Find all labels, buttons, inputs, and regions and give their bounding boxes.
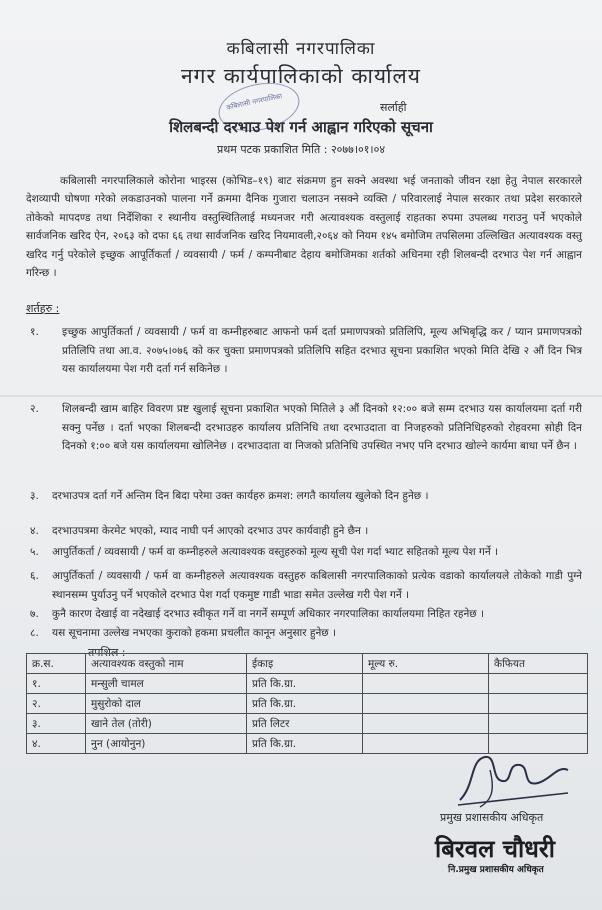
handwritten-signature bbox=[450, 745, 580, 815]
table-row bbox=[27, 674, 588, 694]
signatory-title: प्रमुख प्रशासकीय अधिकृत bbox=[440, 811, 544, 824]
term-number: ८. bbox=[30, 627, 39, 639]
term-item: शिलबन्दी खाम बाहिर विवरण प्रष्ट खुलाई सूचना प्रकाशित भएको मितिले ३ औं दिनको १२:०० बजे सम्म दरभाउ यस कार्यालयमा दर्ता गरी सक्नु पर्नेछ । दर्ता भएका शिलबन्दी दरभाउहरु कार्यालय प्रतिनिधि तथा दरभाउदाता वा निजहरुको प्रतिनिधिहरुको रोहवरमा सोही दिन दिनको १:०० बजे यस कार्यालयमा खोलिनेछ । दरभाउदाता वा निजको प्रतिनिधि उपस्थित नभए पनि दरभाउ खोल्ने कार्यमा बाधा पर्ने छैन । bbox=[62, 403, 582, 452]
serial-cell: २. bbox=[27, 694, 86, 714]
term-number: ६. bbox=[30, 570, 39, 582]
unit-cell: प्रति लिटर bbox=[247, 714, 363, 734]
terms-heading: शर्तहरु : bbox=[26, 302, 60, 315]
table-row bbox=[27, 714, 588, 734]
price-cell bbox=[363, 674, 489, 694]
term-item: आपुर्तिकर्ता / व्यवसायी / फर्म वा कम्नीहरुले अत्यावश्यक वस्तुहरु कबिलासी नगरपालिकाको प्रत्येक वडाको कार्यालयले तोकेको गाडी पुग्ने स्थानसम्म पुर्याउनु पर्ने भएकोले दरभाउ पेश गर्दा एकमुष्ट गाडी भाडा समेत उल्लेख गरी पेश गर्ने । bbox=[52, 570, 582, 601]
column-header: अत्यावश्यक वस्तुको नाम bbox=[86, 654, 247, 674]
table-label: तपशिल : bbox=[88, 646, 126, 659]
term-number: १. bbox=[30, 326, 39, 338]
serial-cell: ३. bbox=[27, 714, 86, 734]
term-item: दरभाउपत्रमा केरमेट भएको, म्याद नाघी पर्न आएको दरभाउ उपर कार्यवाही हुने छैन । bbox=[52, 525, 369, 537]
table-row bbox=[27, 694, 588, 714]
remarks-cell bbox=[489, 694, 588, 714]
term-item: यस सूचनामा उल्लेख नभएका कुराको हकमा प्रचलीत कानून अनुसार हुनेछ । bbox=[52, 627, 336, 639]
seal-text: कबिलासी नगरपालिका bbox=[225, 92, 283, 112]
term-number: ५. bbox=[30, 546, 39, 558]
column-header: ईकाइ bbox=[247, 654, 363, 674]
column-header: मूल्य रु. bbox=[363, 654, 489, 674]
municipality-name: कबिलासी नगरपालिका bbox=[226, 39, 376, 59]
remarks-cell bbox=[489, 714, 588, 734]
table-header-row bbox=[27, 654, 588, 674]
item-name-cell: नुन (आयोनुन) bbox=[86, 734, 247, 754]
term-item: कुनै कारण देखाई वा नदेखाई दरभाउ स्वीकृत गर्ने वा नगर्ने सम्पूर्ण अधिकार नगरपालिका कार्यालयमा निहित रहनेछ । bbox=[52, 608, 484, 620]
office-name: नगर कार्यपालिकाको कार्यालय bbox=[181, 64, 421, 88]
intro-paragraph: कबिलासी नगरपालिकाले कोरोना भाइरस (कोभिड–१९) बाट संक्रमण हुन सक्ने अवस्था भई जनताको जीवन रक्षा हेतु नेपाल सरकारले देशव्यापी घोषणा गरेको लकडाउनको पालना गर्ने क्रममा दैनिक गुजारा चलाउन नसक्ने व्यक्ति / परिवारलाई नेपाल सरकार तथा प्रदेश सरकारले तोकेको मापदण्ड तथा निर्देशिका र स्थानीय वस्तुस्थितिलाई मध्यनजर गरी अत्यावश्यक वस्तुलाई राहतका रुपमा उपलब्ध गराउनु पर्ने भएकोले सार्वजनिक खरिद ऐन, २०६३ को दफा ६६ तथा सार्वजनिक खरिद नियमावली,२०६४ को नियम १४५ बमोजिम तपसिलमा उल्लिखित अत्यावश्यक वस्तु खरिद गर्नु परेकोले इच्छुक आपूर्तिकर्ता / व्यवसायी / फर्म / कम्पनीबाट देहाय बमोजिमका शर्तको अधिनमा रही शिलबन्दी दरभाउ पेश गर्न आह्वान गरिन्छ । bbox=[26, 175, 582, 280]
unit-cell: प्रति कि.ग्रा. bbox=[247, 674, 363, 694]
unit-cell: प्रति कि.ग्रा. bbox=[247, 694, 363, 714]
unit-cell: प्रति कि.ग्रा. bbox=[247, 734, 363, 754]
term-number: ४. bbox=[30, 525, 39, 537]
term-item: आपुर्तिकर्ता / व्यवसायी / फर्म वा कम्नीहरुले अत्यावश्यक वस्तुहरुको मूल्य सूची पेश गर्दा भ्याट सहितको मूल्य पेश गर्ने । bbox=[52, 546, 498, 558]
price-cell bbox=[363, 714, 489, 734]
term-item: इच्छुक आपुर्तिकर्ता / व्यवसायी / फर्म वा कम्नीहरुबाट आफनो फर्म दर्ता प्रमाणपत्रको प्रतिलिपि, मूल्य अभिबृद्धि कर / प्यान प्रमाणपत्रको प्रतिलिपि तथा आ.व. २०७५।०७६ को कर चुक्ता प्रमाणपत्रको प्रतिलिपि सहित दरभाउ सूचना प्रकाशित भएको मिति देखि २ औं दिन भित्र यस कार्यालयमा पेश गरी दर्ता गर्न सकिनेछ । bbox=[62, 326, 582, 375]
signatory-name-stamp: बिरवल चौधरी bbox=[435, 835, 555, 863]
remarks-cell bbox=[489, 674, 588, 694]
items-table bbox=[26, 653, 588, 754]
notice-title: शिलबन्दी दरभाउ पेश गर्न आह्वान गरिएको सूचना bbox=[169, 118, 433, 136]
term-number: ३. bbox=[30, 490, 39, 502]
term-number: ७. bbox=[30, 608, 39, 620]
publication-date: प्रथम पटक प्रकाशित मिति : २०७७।०१।०४ bbox=[216, 143, 386, 156]
column-header: क्र.स. bbox=[27, 654, 86, 674]
item-name-cell: मन्सुली चामल bbox=[86, 674, 247, 694]
serial-cell: १. bbox=[27, 674, 86, 694]
term-item: दरभाउपत्र दर्ता गर्ने अन्तिम दिन बिदा परेमा उक्त कार्यहरु क्रमश: लगतै कार्यालय खुलेको दिन हुनेछ । bbox=[52, 490, 429, 502]
item-name-cell: मुसुरोको दाल bbox=[86, 694, 247, 714]
paper-fold-line bbox=[0, 395, 602, 397]
term-number: २. bbox=[30, 403, 39, 415]
item-name-cell: खाने तेल (तोरी) bbox=[86, 714, 247, 734]
column-header: कैफियत bbox=[489, 654, 588, 674]
serial-cell: ४. bbox=[27, 734, 86, 754]
price-cell bbox=[363, 694, 489, 714]
office-address: सर्लाही bbox=[380, 101, 407, 114]
signatory-designation-stamp: नि.प्रमुख प्रशासकीय अधिकृत bbox=[448, 865, 544, 875]
